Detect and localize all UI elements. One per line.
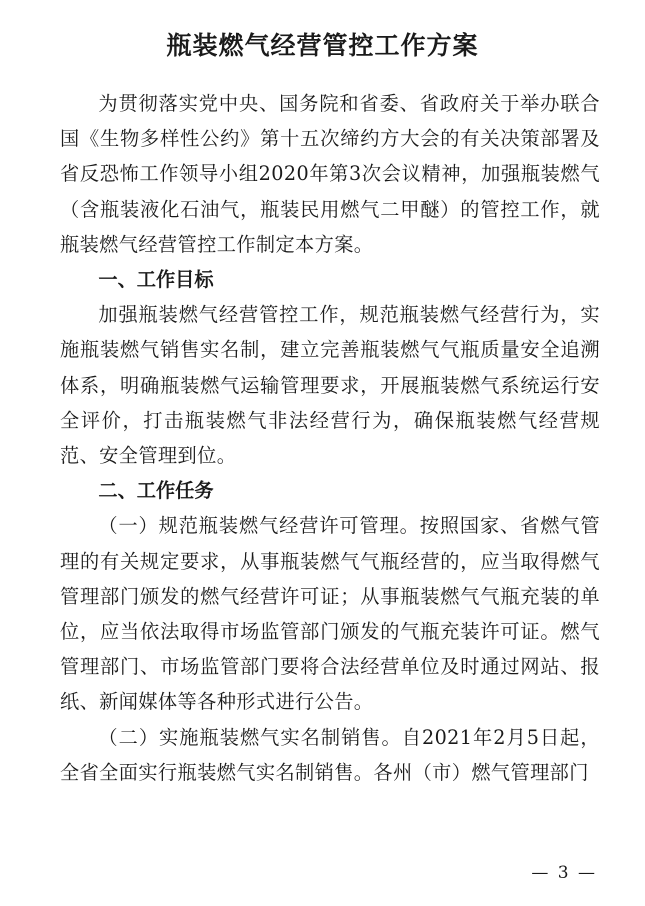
intro-paragraph: 为贯彻落实党中央、国务院和省委、省政府关于举办联合国《生物多样性公约》第十五次缔约方大会的有关决策部署及省反恐怖工作领导小组2020年第3次会议精神，加强瓶装燃气（含瓶装液化石油气，瓶装民用燃气二甲醚）的管控工作，就瓶装燃气经营管控工作制定本方案。 [60, 92, 600, 256]
section-heading-goals: 一、工作目标 [98, 268, 214, 292]
section-heading-tasks: 二、工作任务 [98, 479, 214, 503]
document-title: 瓶装燃气经营管控工作方案 [166, 31, 479, 60]
task-item-1: （一）规范瓶装燃气经营许可管理。按照国家、省燃气管理的有关规定要求，从事瓶装燃气气瓶经营的，应当取得燃气管理部门颁发的燃气经营许可证；从事瓶装燃气气瓶充装的单位，应当依法取得市场监管部门颁发的气瓶充装许可证。燃气管理部门、市场监管部门要将合法经营单位及时通过网站、报纸、新闻媒体等各种形式进行公告。 [60, 514, 600, 714]
document-body [60, 86, 600, 790]
page-number: — 3 — [531, 863, 597, 883]
goals-paragraph: 加强瓶装燃气经营管控工作，规范瓶装燃气经营行为，实施瓶装燃气销售实名制，建立完善瓶装燃气气瓶质量安全追溯体系，明确瓶装燃气运输管理要求，开展瓶装燃气系统运行安全评价，打击瓶装燃气非法经营行为，确保瓶装燃气经营规范、安全管理到位。 [60, 303, 600, 468]
task-item-2: （二）实施瓶装燃气实名制销售。自2021年2月5日起，全省全面实行瓶装燃气实名制销售。各州（市）燃气管理部门 [60, 725, 600, 784]
